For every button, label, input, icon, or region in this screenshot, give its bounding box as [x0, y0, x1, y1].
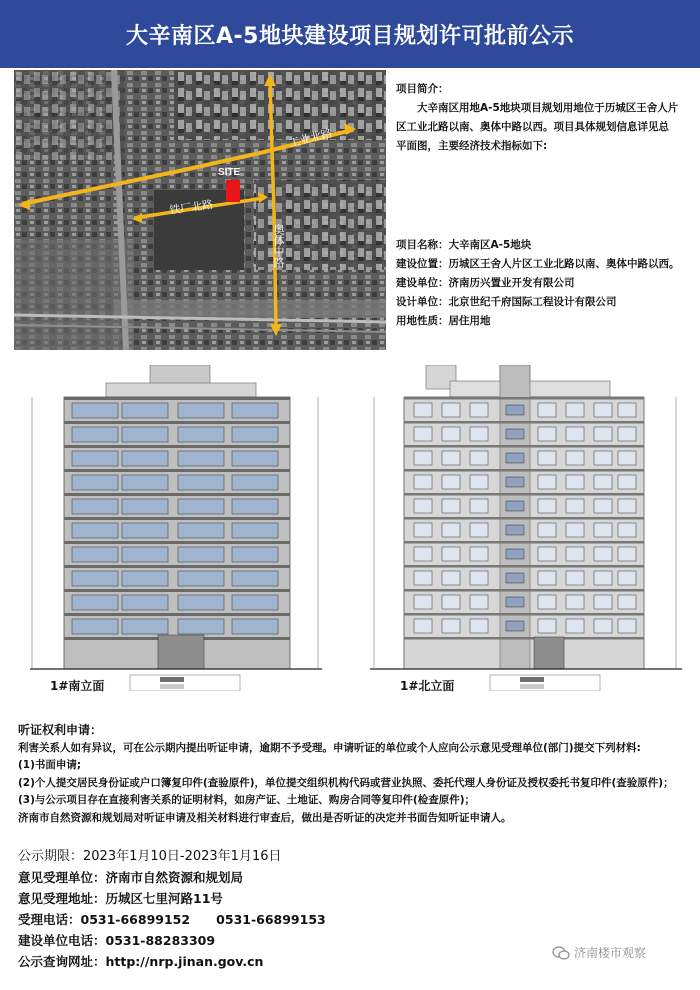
page-header [0, 0, 700, 68]
project-info [396, 80, 692, 327]
project-land-use: 用地性质：居住用地 [396, 315, 491, 327]
site-marker [226, 180, 240, 202]
notice-phone: 受理电话：0531-66899152 0531-66899153 [18, 912, 326, 927]
hearing-line-5: 济南市自然资源和规划局对听证申请及相关材料进行审查后，做出是否听证的决定并书面告知听证申请人。 [18, 811, 512, 824]
wechat-icon [552, 946, 570, 960]
south-elevation-drawing [10, 365, 342, 691]
site-label: SITE [218, 167, 241, 178]
south-elevation-caption: 1#南立面 [50, 679, 105, 693]
notice-website-text: 公示查询网址：http://nrp.jinan.gov.cn [18, 954, 264, 969]
hearing-rights-section [18, 722, 688, 827]
hearing-line-3: (2)个人提交居民身份证或户口簿复印件(查验原件)，单位提交组织机构代码或营业执照、委托代理人身份证及授权委托书复印件(查验原件)； [18, 776, 674, 789]
builder-phone: 建设单位电话：0531-88283309 [18, 933, 216, 948]
road-label-aoti: 奥体中路 [272, 224, 284, 268]
notice-period: 公示期限：2023年1月10日-2023年1月16日 [18, 849, 282, 864]
notice-address: 意见受理地址：历城区七里河路11号 [18, 891, 223, 906]
site-location-map [14, 70, 386, 350]
project-meta [396, 236, 692, 331]
intro-line-1: 大辛南区用地A-5地块项目规划用地位于历城区王舍人片 [417, 102, 679, 114]
south-elevation-svg [10, 365, 342, 691]
project-location: 建设位置：历城区王舍人片区工业北路以南、奥体中路以西。 [396, 258, 680, 270]
north-elevation-drawing [360, 365, 692, 691]
hearing-line-4: (3)与公示项目存在直接利害关系的证明材料，如房产证、土地证、购房合同等复印件(检查原件)； [18, 794, 475, 806]
north-elevation-caption: 1#北立面 [400, 679, 455, 693]
hearing-line-2: (1)书面申请; [18, 759, 82, 771]
hearing-line-1: 利害关系人如有异议，可在公示期内提出听证申请，逾期不予受理。申请听证的单位或个人应向公示意见受理单位(部门)提交下列材料: [18, 741, 641, 754]
project-designer: 设计单位：北京世纪千府国际工程设计有限公司 [396, 296, 617, 308]
watermark [552, 944, 646, 961]
page-title: 大辛南区A-5地块建设项目规划许可批前公示 [126, 23, 574, 49]
notice-office: 意见受理单位：济南市自然资源和规划局 [18, 870, 244, 885]
intro-line-2: 区工业北路以南、奥体中路以西。项目具体规划信息详见总 [396, 121, 669, 133]
hearing-title: 听证权利申请： [18, 723, 103, 737]
project-name: 项目名称：大辛南区A-5地块 [396, 239, 532, 251]
north-elevation-svg [360, 365, 692, 691]
aerial-photo [14, 70, 386, 350]
intro-title: 项目简介： [396, 83, 449, 95]
road-label-tiechang: 铁厂北路 [168, 198, 214, 217]
watermark-text: 济南楼市观察 [574, 946, 647, 960]
road-label-gongye: 工业北路 [287, 127, 334, 150]
intro-line-3: 平面图，主要经济技术指标如下: [396, 140, 548, 152]
project-builder: 建设单位：济南历兴置业开发有限公司 [396, 277, 575, 289]
